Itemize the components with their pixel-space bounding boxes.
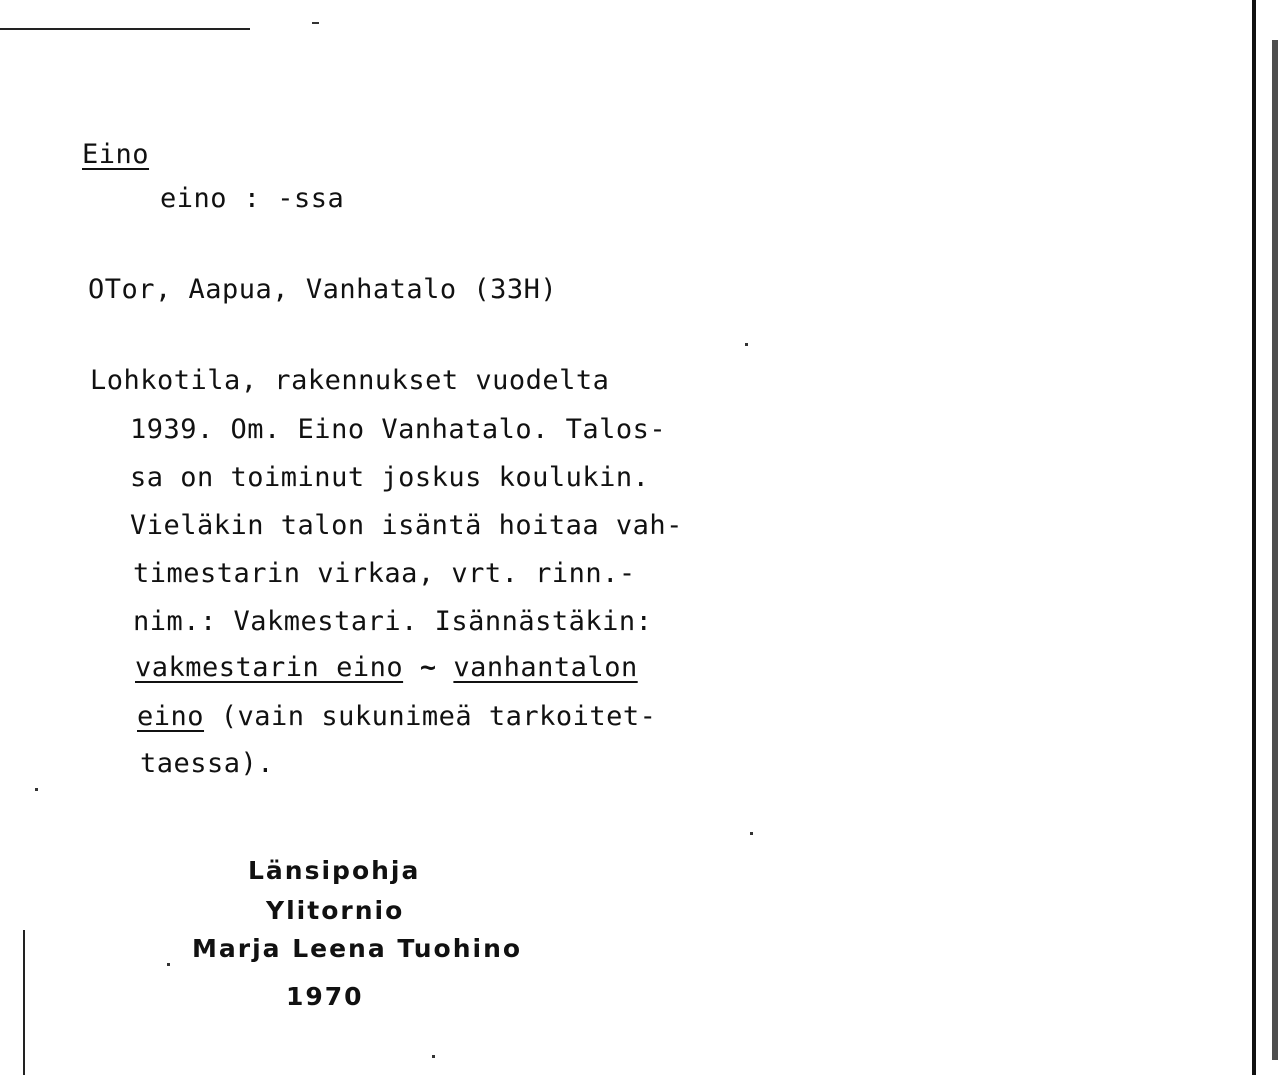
stamp-year: 1970 (286, 982, 364, 1011)
body-line-6: nim.: Vakmestari. Isännästäkin: (133, 606, 653, 637)
scan-speck (432, 1055, 435, 1058)
scan-right-edge-shadow (1272, 40, 1278, 1060)
scan-left-edge (23, 930, 25, 1075)
body-text: (vain sukunimeä tarkoitet- (204, 701, 657, 732)
body-line-3: sa on toiminut joskus koulukin. (130, 462, 650, 493)
scan-top-rule (0, 28, 250, 30)
body-line-4: Vieläkin talon isäntä hoitaa vah- (130, 510, 683, 541)
scan-speck (750, 832, 753, 835)
stamp-region: Länsipohja (248, 856, 421, 885)
body-line-5: timestarin virkaa, vrt. rinn.- (133, 558, 636, 589)
body-line-8 (137, 703, 656, 730)
underlined-phrase: eino (137, 701, 205, 732)
underlined-phrase: vanhantalon (453, 652, 638, 683)
scan-speck (167, 963, 170, 966)
tilde-mark: ~ (419, 652, 437, 683)
underlined-phrase: vakmestarin eino (135, 652, 404, 683)
scan-speck (745, 343, 748, 346)
stamp-parish: Ylitornio (266, 896, 405, 925)
scan-speck (35, 788, 38, 791)
location: OTor, Aapua, Vanhatalo (33H) (88, 274, 558, 305)
stamp-collector: Marja Leena Tuohino (192, 934, 523, 963)
headword: Eino (82, 139, 150, 170)
body-line-2: 1939. Om. Eino Vanhatalo. Talos- (130, 414, 667, 445)
body-line-1: Lohkotila, rakennukset vuodelta (90, 365, 610, 396)
scan-top-dash (312, 22, 319, 24)
scan-right-edge (1252, 0, 1256, 1075)
inflection: eino : -ssa (160, 183, 345, 214)
body-line-7 (135, 654, 638, 681)
body-line-9: taessa). (140, 748, 275, 779)
